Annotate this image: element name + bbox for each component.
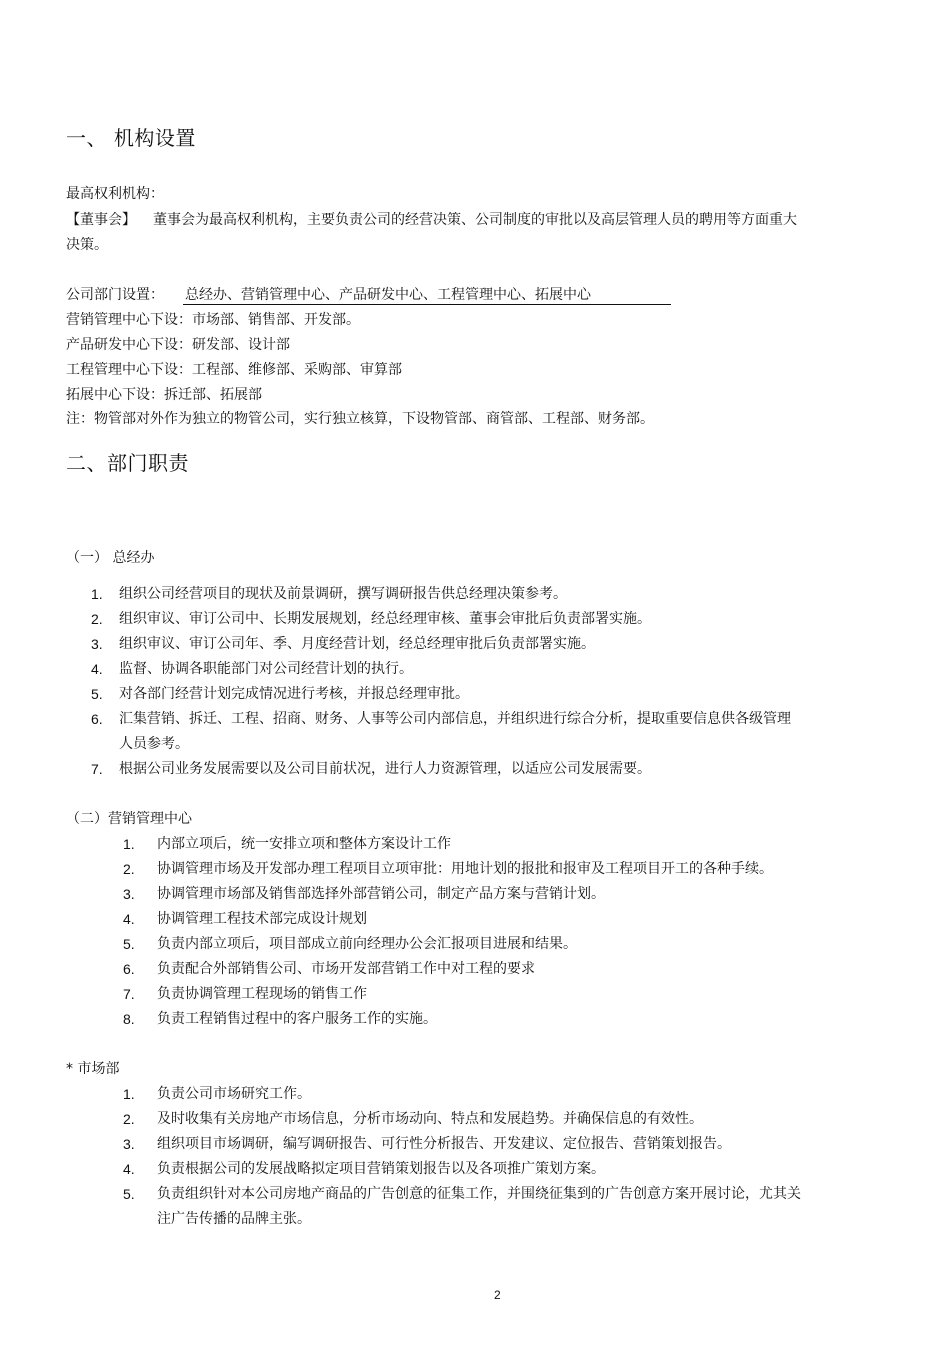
list-number: 2. (123, 861, 135, 877)
gm-office-heading: （一） 总经办 (66, 550, 155, 566)
list-item: 及时收集有关房地产市场信息，分析市场动向、特点和发展趋势。并确保信息的有效性。 (157, 1111, 703, 1127)
list-number: 3. (91, 636, 103, 652)
section-title-organization: 一、 机构设置 (66, 126, 196, 150)
list-number: 3. (123, 1136, 135, 1152)
structure-line: 产品研发中心下设：研发部、设计部 (66, 337, 290, 353)
list-item: 负责内部立项后，项目部成立前向经理办公会汇报项目进展和结果。 (157, 936, 577, 952)
marketing-center-heading: （二）营销管理中心 (66, 811, 192, 827)
list-item: 负责协调管理工程现场的销售工作 (157, 986, 367, 1002)
list-item: 对各部门经营计划完成情况进行考核，并报总经理审批。 (119, 686, 469, 702)
list-number: 2. (123, 1111, 135, 1127)
list-number: 1. (91, 586, 103, 602)
list-number: 4. (91, 661, 103, 677)
list-item: 负责工程销售过程中的客户服务工作的实施。 (157, 1011, 437, 1027)
list-number: 8. (123, 1011, 135, 1027)
list-number: 6. (123, 961, 135, 977)
list-number: 5. (123, 936, 135, 952)
list-item: 负责配合外部销售公司、市场开发部营销工作中对工程的要求 (157, 961, 535, 977)
department-setup-list: 总经办、营销管理中心、产品研发中心、工程管理中心、拓展中心 (185, 287, 591, 303)
board-description: 董事会为最高权利机构，主要负责公司的经营决策、公司制度的审批以及高层管理人员的聘用等方面重大 (153, 212, 797, 228)
list-number: 1. (123, 836, 135, 852)
list-item: 负责公司市场研究工作。 (157, 1086, 311, 1102)
page-number: 2 (494, 1288, 501, 1302)
list-item: 内部立项后，统一安排立项和整体方案设计工作 (157, 836, 451, 852)
list-item: 负责组织针对本公司房地产商品的广告创意的征集工作，并围绕征集到的广告创意方案开展讨论，尤其关 (157, 1186, 801, 1202)
list-number: 5. (123, 1186, 135, 1202)
list-item: 组织审议、审订公司中、长期发展规划，经总经理审核、董事会审批后负责部署实施。 (119, 611, 651, 627)
list-number: 4. (123, 1161, 135, 1177)
list-item: 协调管理市场及开发部办理工程项目立项审批：用地计划的报批和报审及工程项目开工的各种手续。 (157, 861, 773, 877)
list-number: 7. (91, 761, 103, 777)
list-item-cont: 人员参考。 (119, 736, 189, 752)
board-description-cont: 决策。 (66, 237, 108, 253)
list-item: 组织审议、审订公司年、季、月度经营计划，经总经理审批后负责部署实施。 (119, 636, 595, 652)
list-item: 协调管理工程技术部完成设计规划 (157, 911, 367, 927)
list-number: 6. (91, 711, 103, 727)
structure-line: 营销管理中心下设：市场部、销售部、开发部。 (66, 312, 360, 328)
list-item: 负责根据公司的发展战略拟定项目营销策划报告以及各项推广策划方案。 (157, 1161, 605, 1177)
list-number: 3. (123, 886, 135, 902)
list-number: 2. (91, 611, 103, 627)
section-title-duties: 二、部门职责 (66, 451, 189, 475)
structure-line: 工程管理中心下设：工程部、维修部、采购部、审算部 (66, 362, 402, 378)
list-item: 根据公司业务发展需要以及公司目前状况，进行人力资源管理，以适应公司发展需要。 (119, 761, 651, 777)
note-line: 注：物管部对外作为独立的物管公司，实行独立核算，下设物管部、商管部、工程部、财务部。 (66, 411, 654, 427)
board-tag: 【董事会】 (66, 212, 136, 228)
department-setup-label: 公司部门设置： (66, 287, 164, 303)
list-number: 5. (91, 686, 103, 702)
market-dept-heading: * 市场部 (66, 1061, 120, 1077)
list-item: 组织公司经营项目的现状及前景调研，撰写调研报告供总经理决策参考。 (119, 586, 567, 602)
list-item: 汇集营销、拆迁、工程、招商、财务、人事等公司内部信息，并组织进行综合分析，提取重要信息供各级管理 (119, 711, 791, 727)
structure-line: 拓展中心下设：拆迁部、拓展部 (66, 387, 262, 403)
list-item: 协调管理市场部及销售部选择外部营销公司，制定产品方案与营销计划。 (157, 886, 605, 902)
list-number: 7. (123, 986, 135, 1002)
list-number: 4. (123, 911, 135, 927)
list-number: 1. (123, 1086, 135, 1102)
list-item-cont: 注广告传播的品牌主张。 (157, 1211, 311, 1227)
list-item: 监督、协调各职能部门对公司经营计划的执行。 (119, 661, 413, 677)
department-list-underline (183, 304, 671, 305)
list-item: 组织项目市场调研，编写调研报告、可行性分析报告、开发建议、定位报告、营销策划报告。 (157, 1136, 731, 1152)
highest-authority-label: 最高权利机构： (66, 186, 164, 202)
